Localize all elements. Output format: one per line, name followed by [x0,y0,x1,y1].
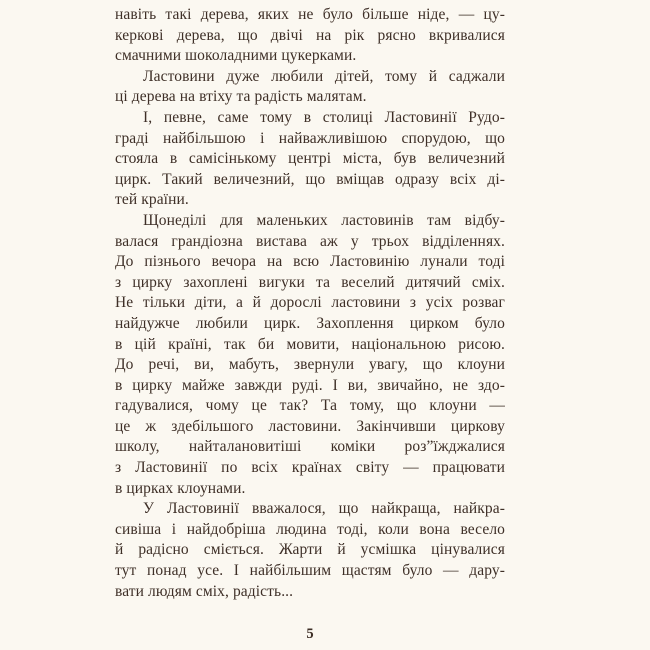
text-line: в цирках клоунами. [115,479,246,497]
text-line: тей країни. [115,191,189,209]
page-number: 5 [306,626,314,642]
text-line: І, певне, саме тому в столиці Ластовинії Рудо- [143,108,505,126]
text-line: в цирку майже завжди руді. І ви, звичайно, не здо- [115,376,505,394]
text-block [115,5,505,602]
text-line: в цій країні, так би мовити, національною рисою. [115,335,505,353]
text-line: керкові дерева, що двічі на рік рясно вкривалися [115,26,505,44]
text-line: гадувалися, чому це так? Та тому, що клоуни — [115,397,505,415]
text-line: валася грандіозна вистава аж у трьох відділеннях. [115,232,505,250]
text-line: сивіша і найдобріша людина тоді, коли вона весело [115,520,505,538]
text-line: граді найбільшою і найважливішою спорудою, що [115,129,505,147]
text-line: вати людям сміх, радість... [115,582,294,600]
text-line: Щонеділі для маленьких ластовинів там відбу- [143,211,505,229]
text-line: До речі, ви, мабуть, звернули увагу, що клоуни [115,356,505,374]
text-line: й радісно сміється. Жарти й усмішка цінувалися [115,541,505,559]
text-line: з Ластовинії по всіх країнах світу — працювати [115,459,505,477]
text-line: це ж здебільшого ластовини. Закінчивши циркову [115,417,505,435]
text-line: стояла в самісінькому центрі міста, був величезний [115,150,505,168]
text-line: смачними шоколадними цукерками. [115,47,357,65]
text-line: цирк. Такий величезний, що вміщав одразу всіх ді- [115,170,505,188]
text-line: ці дерева на втіху та радість малятам. [115,88,367,106]
text-line: Не тільки діти, а й дорослі ластовини з усіх розваг [115,294,505,312]
text-line: найдужче любили цирк. Захоплення цирком було [115,314,505,332]
text-line: навіть такі дерева, яких не було більше ніде, — цу- [115,6,505,23]
text-line: школу, найталановитіші коміки роз”їжджалися [115,438,505,456]
text-line: тут понад усе. І найбільшим щастям було — дару- [115,562,505,580]
text-line: Ластовини дуже любили дітей, тому й саджали [143,67,505,85]
text-line: з цирку захоплені вигуки та веселий дитячий сміх. [115,273,505,291]
text-line: У Ластовинії вважалося, що найкраща, найкра- [143,500,505,518]
text-line: До пізнього вечора на всю Ластовинію лунали тоді [115,253,505,271]
